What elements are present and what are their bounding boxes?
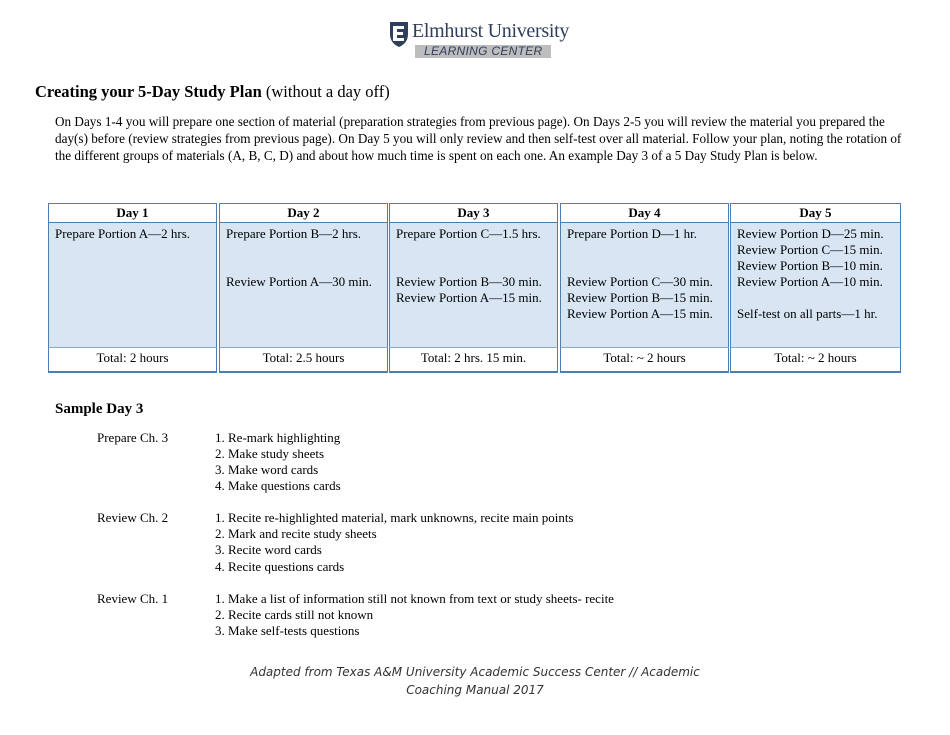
activity-line: Review Portion D—25 min.	[737, 226, 884, 241]
step-item: 1. Re-mark highlighting	[215, 430, 341, 445]
credit-line-2: Coaching Manual 2017	[406, 683, 544, 697]
page-title-bold: Creating your 5-Day Study Plan	[35, 82, 262, 101]
sample-day-title: Sample Day 3	[55, 401, 144, 417]
day-column-3	[389, 203, 558, 373]
activity-line: Review Portion A—15 min.	[396, 290, 542, 305]
step-item: 2. Recite cards still not known	[215, 607, 374, 622]
day-activities	[730, 223, 901, 347]
day-total: Total: ~ 2 hours	[730, 347, 901, 373]
step-item: 1. Recite re-highlighted material, mark unknowns, recite main points	[215, 510, 574, 525]
day-column-5	[730, 203, 901, 373]
day-column-2	[219, 203, 388, 373]
logo-subtitle: LEARNING CENTER	[424, 44, 543, 58]
day-activities	[219, 223, 388, 347]
step-item: 3. Make self-tests questions	[215, 623, 360, 638]
activity-line: Review Portion B—30 min.	[396, 274, 542, 289]
activity-line: Prepare Portion B—2 hrs.	[226, 226, 362, 241]
step-item: 4. Make questions cards	[215, 478, 341, 493]
day-column-1	[48, 203, 217, 373]
step-item: 3. Recite word cards	[215, 542, 322, 557]
day-total: Total: ~ 2 hours	[560, 347, 729, 373]
shield-emblem-icon	[388, 20, 410, 48]
day-activities	[560, 223, 729, 347]
day-total: Total: 2 hours	[48, 347, 217, 373]
section-label: Review Ch. 2	[97, 510, 169, 525]
day-header: Day 2	[219, 203, 388, 223]
activity-line: Review Portion B—15 min.	[567, 290, 713, 305]
logo-university-name: Elmhurst University	[412, 20, 570, 42]
study-plan-table	[48, 203, 901, 373]
day-header: Day 3	[389, 203, 558, 223]
activity-line: Self-test on all parts—1 hr.	[737, 306, 878, 321]
day-activities	[389, 223, 558, 347]
day-header: Day 4	[560, 203, 729, 223]
step-item: 3. Make word cards	[215, 462, 319, 477]
day-column-4	[560, 203, 729, 373]
page-title-rest: (without a day off)	[261, 82, 390, 101]
day-total: Total: 2.5 hours	[219, 347, 388, 373]
activity-line: Prepare Portion D—1 hr.	[567, 226, 697, 241]
activity-line: Review Portion B—10 min.	[737, 258, 883, 273]
step-item: 2. Make study sheets	[215, 446, 325, 461]
step-item: 4. Recite questions cards	[215, 559, 345, 574]
activity-line: Review Portion A—30 min.	[226, 274, 372, 289]
day-header: Day 1	[48, 203, 217, 223]
section-label: Prepare Ch. 3	[97, 430, 169, 445]
activity-line: Review Portion A—15 min.	[567, 306, 713, 321]
intro-paragraph: On Days 1-4 you will prepare one section of material (preparation strategies from previous page). On Days 2-5 you will review the material you prepared the day(s) before (review strategies from previous page). On Day 5 you will only review and then self-test over all material. Follow your plan, noting the rotation of the different groups of materials (A, B, C, D) and about how much time is spent on each one. An example Day 3 of a 5 Day Study Plan is below.	[55, 114, 902, 163]
day-activities	[48, 223, 217, 347]
activity-line: Review Portion A—10 min.	[737, 274, 883, 289]
step-item: 2. Mark and recite study sheets	[215, 526, 377, 541]
activity-line: Review Portion C—30 min.	[567, 274, 713, 289]
activity-line: Review Portion C—15 min.	[737, 242, 883, 257]
credit-line-1: Adapted from Texas A&M University Academic Success Center // Academic	[250, 665, 700, 679]
activity-line: Prepare Portion A—2 hrs.	[55, 226, 191, 241]
university-logo	[388, 20, 568, 60]
step-item: 1. Make a list of information still not known from text or study sheets- recite	[215, 591, 614, 606]
day-header: Day 5	[730, 203, 901, 223]
section-label: Review Ch. 1	[97, 591, 169, 606]
day-total: Total: 2 hrs. 15 min.	[389, 347, 558, 373]
source-credit	[250, 663, 700, 699]
activity-line: Prepare Portion C—1.5 hrs.	[396, 226, 541, 241]
page-title	[35, 82, 390, 102]
